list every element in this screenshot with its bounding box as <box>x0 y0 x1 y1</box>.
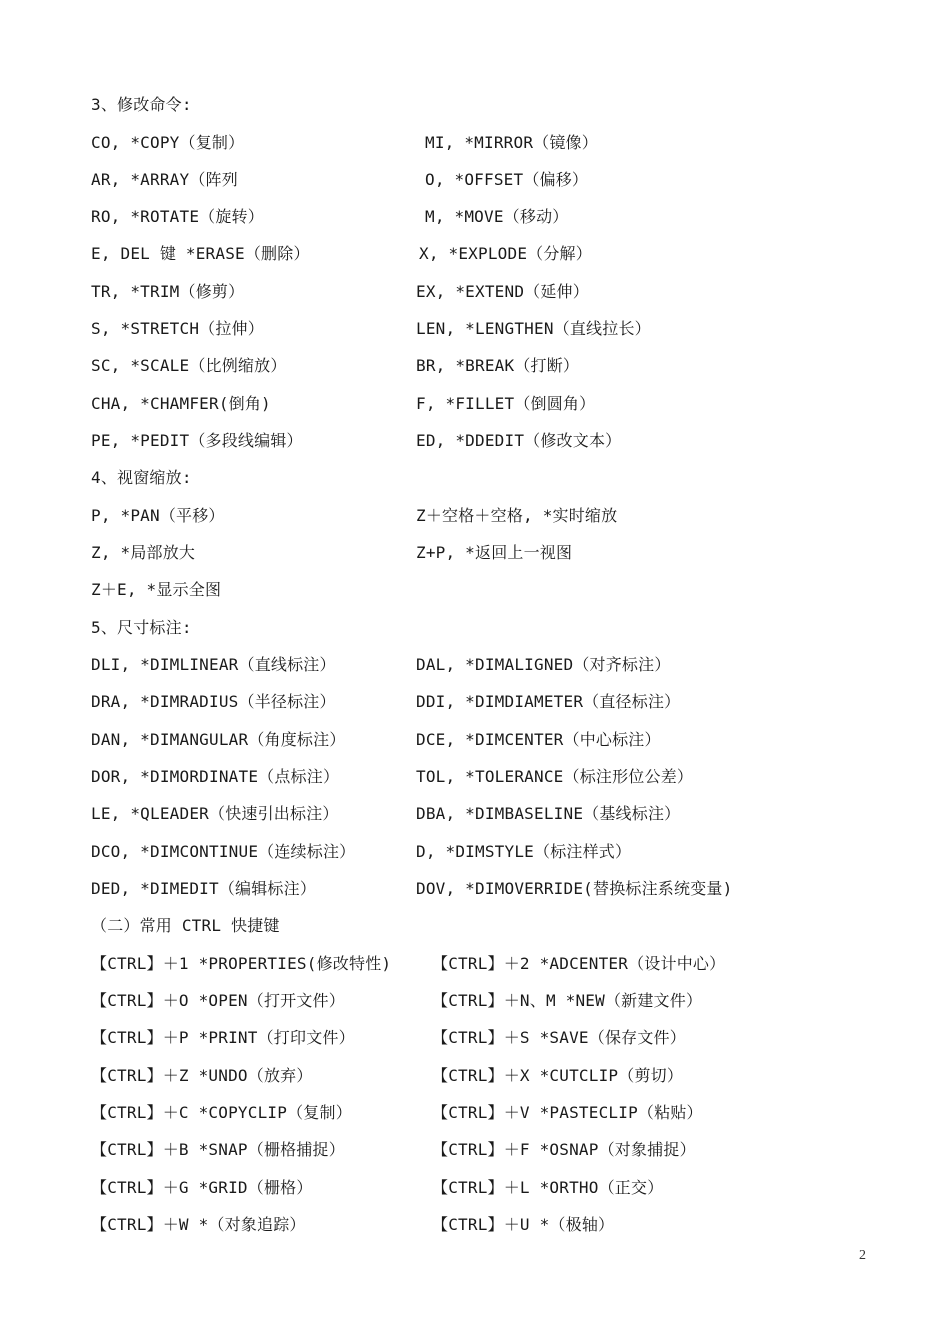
section-heading-zoom: 4、视窗缩放: <box>91 468 192 487</box>
shortcut-entry: 【CTRL】＋X *CUTCLIP（剪切） <box>432 1066 684 1085</box>
shortcut-entry: DAN, *DIMANGULAR（角度标注） <box>91 730 346 749</box>
shortcut-entry: RO, *ROTATE（旋转） <box>91 207 264 226</box>
shortcut-entry: Z＋E, *显示全图 <box>91 580 222 599</box>
shortcut-entry: CHA, *CHAMFER(倒角) <box>91 394 271 413</box>
shortcut-entry: M, *MOVE（移动） <box>425 207 569 226</box>
shortcut-entry: PE, *PEDIT（多段线编辑） <box>91 431 303 450</box>
shortcut-entry: 【CTRL】＋C *COPYCLIP（复制） <box>91 1103 352 1122</box>
shortcut-entry: DOR, *DIMORDINATE（点标注） <box>91 767 340 786</box>
shortcut-entry: 【CTRL】＋U *（极轴） <box>432 1215 615 1234</box>
shortcut-entry: X, *EXPLODE（分解） <box>419 244 592 263</box>
shortcut-entry: AR, *ARRAY（阵列 <box>91 170 238 189</box>
shortcut-entry: D, *DIMSTYLE（标注样式） <box>416 842 632 861</box>
shortcut-entry: 【CTRL】＋F *OSNAP（对象捕捉） <box>432 1140 696 1159</box>
shortcut-entry: 【CTRL】＋N、M *NEW（新建文件） <box>432 991 703 1010</box>
page-number: 2 <box>859 1248 866 1263</box>
shortcut-entry: 【CTRL】＋V *PASTECLIP（粘贴） <box>432 1103 703 1122</box>
shortcut-entry: 【CTRL】＋G *GRID（栅格） <box>91 1178 313 1197</box>
shortcut-entry: DRA, *DIMRADIUS（半径标注） <box>91 692 336 711</box>
shortcut-entry: 【CTRL】＋1 *PROPERTIES(修改特性) <box>91 954 392 973</box>
shortcut-entry: LEN, *LENGTHEN（直线拉长） <box>416 319 651 338</box>
shortcut-entry: EX, *EXTEND（延伸） <box>416 282 589 301</box>
shortcut-entry: 【CTRL】＋S *SAVE（保存文件） <box>432 1028 686 1047</box>
shortcut-entry: LE, *QLEADER（快速引出标注） <box>91 804 339 823</box>
shortcut-entry: DLI, *DIMLINEAR（直线标注） <box>91 655 336 674</box>
shortcut-entry: TOL, *TOLERANCE（标注形位公差） <box>416 767 694 786</box>
shortcut-entry: 【CTRL】＋2 *ADCENTER（设计中心） <box>432 954 726 973</box>
shortcut-entry: CO, *COPY（复制） <box>91 133 245 152</box>
shortcut-entry: DDI, *DIMDIAMETER（直径标注） <box>416 692 681 711</box>
shortcut-entry: TR, *TRIM（修剪） <box>91 282 245 301</box>
shortcut-entry: DAL, *DIMALIGNED（对齐标注） <box>416 655 671 674</box>
shortcut-entry: DCO, *DIMCONTINUE（连续标注） <box>91 842 356 861</box>
shortcut-entry: S, *STRETCH（拉伸） <box>91 319 264 338</box>
shortcut-entry: Z, *局部放大 <box>91 543 196 562</box>
shortcut-entry: Z+P, *返回上一视图 <box>416 543 573 562</box>
shortcut-entry: ED, *DDEDIT（修改文本） <box>416 431 622 450</box>
shortcut-entry: 【CTRL】＋B *SNAP（栅格捕捉） <box>91 1140 345 1159</box>
shortcut-entry: DED, *DIMEDIT（编辑标注） <box>91 879 317 898</box>
shortcut-entry: Z＋空格＋空格, *实时缩放 <box>416 506 618 525</box>
shortcut-entry: MI, *MIRROR（镜像） <box>425 133 598 152</box>
shortcut-entry: 【CTRL】＋L *ORTHO（正交） <box>432 1178 664 1197</box>
shortcut-entry: BR, *BREAK（打断） <box>416 356 580 375</box>
shortcut-entry: P, *PAN（平移） <box>91 506 225 525</box>
section-heading-ctrl: （二）常用 CTRL 快捷键 <box>91 916 280 935</box>
shortcut-entry: 【CTRL】＋O *OPEN（打开文件） <box>91 991 345 1010</box>
shortcut-entry: DCE, *DIMCENTER（中心标注） <box>416 730 661 749</box>
section-heading-dimension: 5、尺寸标注: <box>91 618 192 637</box>
shortcut-entry: 【CTRL】＋W *（对象追踪） <box>91 1215 306 1234</box>
shortcut-entry: SC, *SCALE（比例缩放） <box>91 356 287 375</box>
shortcut-entry: 【CTRL】＋Z *UNDO（放弃） <box>91 1066 313 1085</box>
shortcut-entry: DBA, *DIMBASELINE（基线标注） <box>416 804 681 823</box>
shortcut-entry: O, *OFFSET（偏移） <box>425 170 589 189</box>
shortcut-entry: F, *FILLET（倒圆角） <box>416 394 596 413</box>
shortcut-entry: 【CTRL】＋P *PRINT（打印文件） <box>91 1028 355 1047</box>
section-heading-modify: 3、修改命令: <box>91 95 192 114</box>
shortcut-entry: E, DEL 键 *ERASE（删除） <box>91 244 310 263</box>
shortcut-entry: DOV, *DIMOVERRIDE(替换标注系统变量) <box>416 879 733 898</box>
